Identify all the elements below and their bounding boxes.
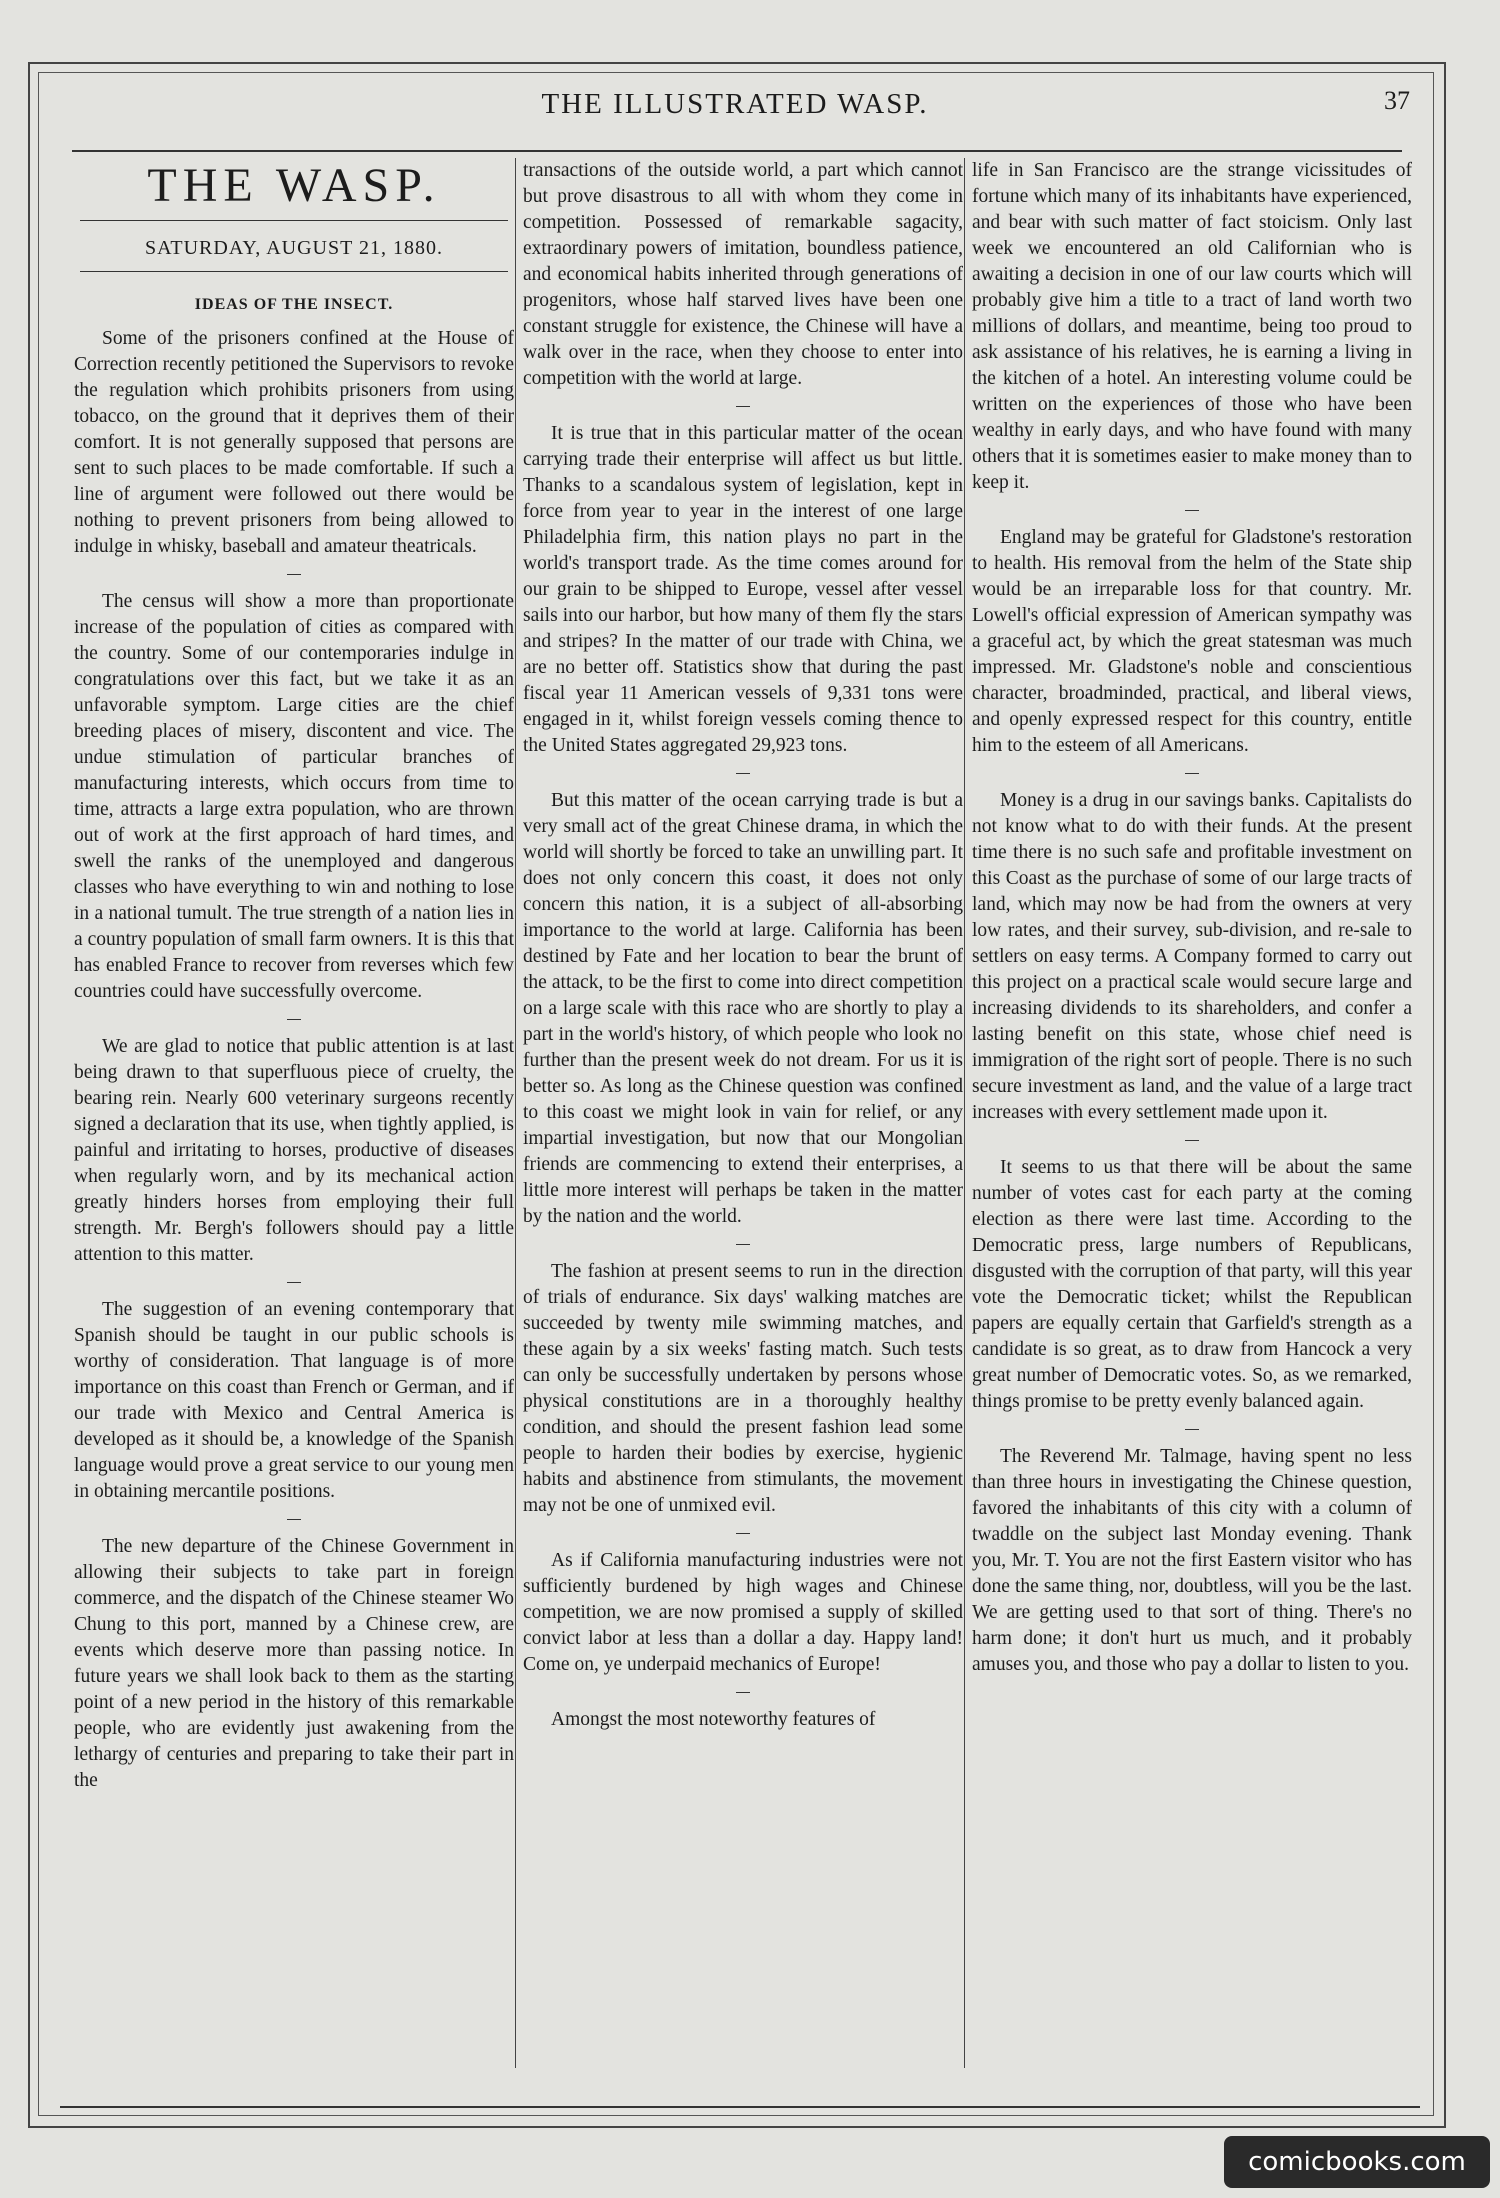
paragraph: transactions of the outside world, a part which cannot but prove disastrous to all with whom they come in competition. Possessed of remarkable sagacity, extraordinary powers of imitation, boundless patience, and economical habits inherited through generations of progenitors, whose half starved lives have been one constant struggle for existence, the Chinese will have a walk over in the race, when they choose to enter into competition with the world at large. [523, 160, 963, 389]
paragraph: It is true that in this particular matter of the ocean carrying trade their enterprise will affect us but little. Thanks to a scandalous system of legislation, kept in force from year to year in the interest of one large Philadelphia firm, this nation plays no part in the world's transport trade. As the time comes around for our grain to be shipped to Europe, vessel after vessel sails into our harbor, but how many of them fly the stars and stripes? In the matter of our trade with China, we are no better off. Statistics show that during the past fiscal year 11 American vessels of 9,331 tons were engaged in it, whilst foreign vessels coming thence to the United States aggregated 29,923 tons. [523, 423, 963, 756]
paragraph-separator [1185, 773, 1199, 774]
bottom-rule [60, 2106, 1420, 2108]
watermark-logo: comicbooks.com [1224, 2136, 1490, 2188]
paragraph-separator [736, 406, 750, 407]
column-2 [523, 158, 963, 2058]
masthead-rule [80, 220, 508, 221]
paragraph-separator [1185, 1140, 1199, 1141]
header-rule [72, 150, 1402, 152]
paragraph: The census will show a more than proportionate increase of the population of cities as compared with the country. Some of our contemporaries indulge in congratulations over this fact, but we take it as an unfavorable symptom. Large cities are the chief breeding places of misery, discontent and vice. The undue stimulation of particular branches of manufacturing interests, which occurs from time to time, attracts a large extra population, who are thrown out of work at the first approach of hard times, and swell the ranks of the unemployed and dangerous classes who have everything to win and nothing to lose in a national tumult. The true strength of a nation lies in a country population of small farm owners. It is this that has enabled France to recover from reverses which few countries could have successfully overcome. [74, 591, 514, 1002]
dateline: SATURDAY, AUGUST 21, 1880. [145, 237, 443, 259]
paragraph: As if California manufacturing industries were not sufficiently burdened by high wages and Chinese competition, we are now promised a supply of skilled convict labor at less than a dollar a day. Happy land! Come on, ye underpaid mechanics of Europe! [523, 1550, 963, 1675]
paragraph-separator [287, 1019, 301, 1020]
paragraph: Money is a drug in our savings banks. Capitalists do not know what to do with their funds. At the present time there is no such safe and profitable investment on this Coast as the purchase of some of our large tracts of land, which may now be had from the owners at very low rates, and their survey, sub-division, and re-sale to settlers on easy terms. A Company formed to carry out this project on a practical scale would secure large and increasing dividends to its shareholders, and confer a lasting benefit on this state, whose chief need is immigration of the right sort of people. There is no such secure investment as land, and the value of a large tract increases with every settlement made upon it. [972, 790, 1412, 1123]
paragraph: The suggestion of an evening contemporary that Spanish should be taught in our public schools is worthy of consideration. That language is of more importance on this coast than French or German, and if our trade with Mexico and Central America is developed as it should be, a knowledge of the Spanish language would prove a great service to our young men in obtaining mercantile positions. [74, 1299, 514, 1502]
paragraph-separator [1185, 1429, 1199, 1430]
paragraph: It seems to us that there will be about the same number of votes cast for each party at the coming election as there were last time. According to the Democratic press, large numbers of Republicans, disgusted with the corruption of that party, will this year vote the Democratic ticket; whilst the Republican papers are equally certain that Garfield's strength as a candidate is so great, as to draw from Hancock a very great number of Democratic votes. So, as we remarked, things promise to be pretty evenly balanced again. [972, 1157, 1412, 1412]
paragraph: life in San Francisco are the strange vicissitudes of fortune which many of its inhabitants have experienced, and bear with such matter of fact stoicism. Only last week we encountered an old Californian who is awaiting a decision in one of our law courts which will probably give him a title to a tract of land worth two millions of dollars, and meantime, being too proud to ask assistance of his relatives, he is earning a living in the kitchen of a hotel. An interesting volume could be written on the experiences of those who have been wealthy in early days, and who have found with many others that it is sometimes easier to make money than to keep it. [972, 160, 1412, 493]
paragraph-separator [287, 1282, 301, 1283]
running-header [60, 84, 1410, 128]
paragraph-separator [287, 574, 301, 575]
column-divider [515, 158, 516, 2068]
paragraph: The fashion at present seems to run in the direction of trials of endurance. Six days' walking matches are succeeded by twenty mile swimming matches, and these again by a six weeks' fasting match. Such tests can only be successfully undertaken by persons whose physical constitutions are in a thoroughly healthy condition, and should the present fashion lead some people to harden their bodies by exercise, hygienic habits and abstinence from stimulants, the movement may not be one of unmixed evil. [523, 1261, 963, 1516]
paragraph: Some of the prisoners confined at the House of Correction recently petitioned the Supervisors to revoke the regulation which prohibits prisoners from using tobacco, on the ground that it deprives them of their comfort. It is not generally supposed that persons are sent to such places to be made comfortable. If such a line of argument were followed out there would be nothing to prevent prisoners from being allowed to indulge in whisky, baseball and amateur theatricals. [74, 328, 514, 557]
column-1 [74, 158, 514, 2058]
paragraph-separator [736, 1244, 750, 1245]
paragraph: But this matter of the ocean carrying trade is but a very small act of the great Chinese drama, in which the world will shortly be forced to take an unwilling part. It does not only concern this coast, it does not only concern this nation, it is a subject of all-absorbing importance to the world at large. California has been destined by Fate and her location to bear the brunt of the attack, to be the first to come into direct competition on a large scale with this race who are shortly to play a part in the world's history, of which people who look no further than the present week do not dream. For us it is better so. As long as the Chinese question was confined to this coast we might look in vain for relief, or any impartial investigation, but now that our Mongolian friends are commencing to extend their enterprises, a little more interest will perhaps be taken in the matter by the nation and the world. [523, 790, 963, 1227]
masthead-title: THE WASP. [147, 159, 441, 212]
paragraph: The new departure of the Chinese Government in allowing their subjects to take part in foreign commerce, and the dispatch of the Chinese steamer Wo Chung to this port, manned by a Chinese crew, are events which deserve more than passing notice. In future years we shall look back to them as the starting point of a new period in the history of this remarkable people, who are evidently just awakening from the lethargy of centuries and preparing to take their part in the [74, 1536, 514, 1791]
page-number: 37 [1384, 86, 1410, 115]
paragraph-separator [736, 1692, 750, 1693]
column-divider [964, 158, 965, 2068]
dateline-rule [80, 271, 508, 272]
paragraph-separator [287, 1519, 301, 1520]
paragraph: England may be grateful for Gladstone's restoration to health. His removal from the helm of the State ship would be an irreparable loss for that country. Mr. Lowell's official expression of American sympathy was a graceful act, by which the great statesman was much impressed. Mr. Gladstone's noble and conscientious character, broadminded, practical, and liberal views, and openly expressed respect for this country, entitle him to the esteem of all Americans. [972, 527, 1412, 756]
paragraph: We are glad to notice that public attention is at last being drawn to that superfluous piece of cruelty, the bearing rein. Nearly 600 veterinary surgeons recently signed a declaration that its use, when tightly applied, is painful and irritating to horses, productive of diseases when regularly worn, and by its mechanical action greatly hinders horses from employing their full strength. Mr. Bergh's followers should pay a little attention to this matter. [74, 1036, 514, 1265]
paragraph-separator [1185, 510, 1199, 511]
column-3 [972, 158, 1412, 2058]
paragraph: The Reverend Mr. Talmage, having spent no less than three hours in investigating the Chinese question, favored the inhabitants of this city with a column of twaddle on the subject last Monday evening. Thank you, Mr. T. You are not the first Eastern visitor who has done the same thing, nor, doubtless, will you be the last. We are getting used to that sort of thing. There's no harm done; it don't hurt us much, and it probably amuses you, and those who pay a dollar to listen to you. [972, 1446, 1412, 1675]
section-heading: IDEAS OF THE INSECT. [194, 296, 394, 313]
running-title: THE ILLUSTRATED WASP. [541, 88, 929, 120]
paragraph-separator [736, 1533, 750, 1534]
paragraph-separator [736, 773, 750, 774]
paragraph: Amongst the most noteworthy features of [551, 1709, 876, 1730]
